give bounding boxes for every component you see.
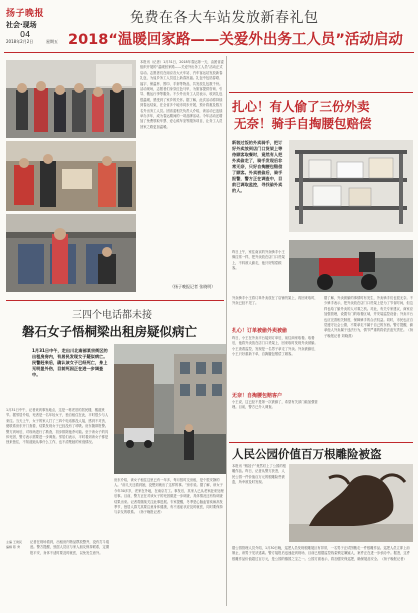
phone-body-3: 记者在现场看到，出租房内物品摆放整齐，没有打斗痕迹。警方提醒，独居人员应与家人朋友保持联系，定期报平安，身体不适时要及时就医，以免发生意外。 — [30, 540, 110, 555]
park-headline: 人民公园价值百万根雕险被盗 — [232, 447, 382, 461]
photo-volunteers-station — [6, 60, 136, 138]
footer-designer: 陈 秀 — [12, 544, 20, 549]
sting-body-5: 据了解，外卖被偷的事情时有发生，外卖骑手们也很无奈。不少骑手表示，把外卖放在店门口货架上是为了节省时间，但这样也给了偷外卖的人可乘之机。对此，有关专家建议，商家应加强管理，设置专门的取餐区域，并安装监控设备；外卖平台也应完善相关制度，保障骑手的合法权益。同时，市民也应自觉遵守社会公德，不要拿走不属于自己的东西。警方提醒，偷拿他人外卖属于违法行为，情节严重的将依法追究责任。（扬子晚报记者 刘晓燕） — [324, 296, 413, 338]
section-name: 社会·现场 — [6, 21, 37, 29]
photo-delivery-rack — [289, 140, 413, 232]
park-body-bottom: 据公园管理人员介绍，1月30日晚，巡逻人员发现根雕展区有异常，一名男子正试图搬走一件根雕作品。巡逻人员立即上前制止，该男子见状逃离。警方接报后迅速赶到现场，目前已根据监控线索锁定嫌疑人，案件正在进一步侦办中。据悉，这件根雕作品价值超过百万元，是公园的镇园之宝之一。公园方面表示，将加强安保巡逻，确保展品安全。（扬子晚报记者） — [232, 546, 411, 561]
sting-headline-1: 扎心！有人偷了三份外卖 — [232, 99, 370, 114]
photo-gift-bags — [6, 141, 136, 211]
sting-body-4: 小王说，这已经不是第一次被偷了，希望有关部门能加强管理。目前，警方已介入调查。 — [232, 400, 318, 410]
top-story-body: 本报讯（记者）1月31日，2018年春运第一天，由团省委组织开展的“温暖回家路——关爱外出务工人员”活动正式启动。志愿者们在南京各大火车站、汽车客运站发放新春礼包，为返乡务工人员送上新春祝福。礼包中包括春联、福字、保温杯、围巾、手套等物品，共发放礼包数千份。活动现场，志愿者们身穿红色马甲，为旅客提供咨询、引导、搬运行李等服务。不少外出务工人员表示，收到礼包很温暖，感受到了家乡的关怀。据了解，此次活动将持续到春运结束，在全省多个地市同步开展，预计将惠及数万名外出务工人员。团省委相关负责人介绍，该活动已连续举办多年，成为春运期间的一项品牌活动。今年活动还增加了免费领取车票、爱心候车室等服务项目，让务工人员回家之路更加温暖。 — [140, 60, 224, 129]
subhead-sting-2: 无奈！自掏腰包赔客户 — [232, 393, 283, 399]
photo-scooter — [289, 240, 413, 292]
page-number: 04 — [20, 30, 31, 39]
top-headline: 2018“温暖回家路——关爱外出务工人员”活动启动 — [68, 32, 403, 48]
park-top-rule — [229, 442, 413, 443]
phone-kicker: 三四个电话都未接 — [72, 310, 152, 321]
footer-editor: 王建民 — [12, 540, 22, 544]
phone-body-4: 房东介绍，该女子租住这里已有一年多，每月按时交房租，是个很安静的人。“前几天还看到她，没想到就出了这样的事。”房东说。据了解，该女子今年30多岁，老家在外地，在南京打工。事发后，其家人已从老家赶来处理后事。目前，警方正在对该女子的死因做进一步调查，具体情况还有待调查结果出来。记者将继续关注此事进展。专家提醒，冬季是心脑血管疾病高发季节，独居人群尤其要注意身体健康，有不适症状应及时就医，同时要保持与亲友的联系。（扬子晚报记者） — [114, 478, 224, 515]
sting-body-2: 外卖骑手小王将订单外卖放在了店铺货架上，再回来取时，外卖已经不见了。 — [232, 296, 318, 306]
sting-body-3: 昨日，小王在外卖平台接到订单后，前往商家取餐。取餐后，他将外卖放在店门口货架上，回来取时发现外卖被偷。小王查看监控，发现是一名男子拿走了外卖。外卖被偷后，小王只好重新下单，自掏腰包赔偿了顾客。 — [232, 336, 318, 357]
phone-headline: 磐石女子悟桐梁出租房疑似病亡 — [22, 324, 198, 339]
phone-body-1: 1月31日中午，记者来到事发地点，这是一栋老旧的居民楼，楼道狭窄。据邻居介绍，死者是一名年轻女子，独自租住在此，平时很少与人来往。当天上午，女子的家人打了三四个电话都没人接，感到不对劲，便联系房东开门查看，结果发现女子已经没有了呼吸。房东随即报警。警方到场后，对现场进行了勘查，初步排除他杀可能。至于该女子的具体死因，警方表示需要进一步调查。邻居们表示，平时看到该女子都是独来独往，不知道她从事什么工作，也不清楚她的家庭情况。 — [6, 408, 109, 445]
footer-designer-label: 编辑 — [6, 544, 13, 549]
phone-body-2 — [6, 540, 28, 604]
column-divider-main — [226, 56, 227, 606]
phone-top-rule — [6, 300, 224, 301]
header-rule — [4, 52, 414, 53]
sting-body-left: 昨日上午，家住南京的外卖骑手小王像往常一样，把外卖放在店门口货架上，不料被人偷走，他只好赔偿顾客。 — [232, 250, 285, 271]
newspaper-logo: 扬子晚报 — [6, 9, 45, 19]
sting-lead: 新装过饭的外卖骑手，把订好外卖放到店门口货架上等待顾客取餐时，竟然有人把外卖偷走了，骑手发现后非常无奈，只好自掏腰包赔偿了顾客。外卖被偷后，骑手报警，警方正在调查中，目前已调取监控，寻找偷外卖的人。 — [232, 140, 283, 193]
subhead-sting-1: 扎心！订单被偷外卖被偷 — [232, 328, 288, 334]
sting-headline-2: 无奈！骑手自掏腰包赔偿 — [234, 116, 372, 131]
footer-editor-label: 主编 — [6, 540, 13, 544]
photo-bus-interior — [6, 214, 136, 292]
photo-street-scene — [114, 344, 226, 474]
masthead — [6, 6, 66, 48]
park-body-left: 本报讯 “贼娃子”竟然盯上了公园的根雕作品。昨日，记者从警方获悉，人民公园一件价值百万元的根雕险些被盗，所幸被及时发现。 — [232, 464, 286, 485]
phone-lead: 1月31日中午，走出川北南部某宗街区的出租房房内，有居民发现女子疑似病亡。民警赶来后，确认该女子已经死亡，身上无明显外伤，目前死因正在进一步调查中。 — [32, 348, 108, 377]
photo-root-carving — [289, 464, 413, 542]
issue-date: 2018年2月2日 — [6, 39, 34, 44]
sting-top-rule — [229, 92, 413, 93]
top-kicker: 免费在各大车站发放新春礼包 — [130, 10, 319, 26]
top-story-byline: （扬子晚报记者 张晓明） — [170, 284, 216, 289]
issue-weekday: 星期五 — [46, 39, 58, 44]
